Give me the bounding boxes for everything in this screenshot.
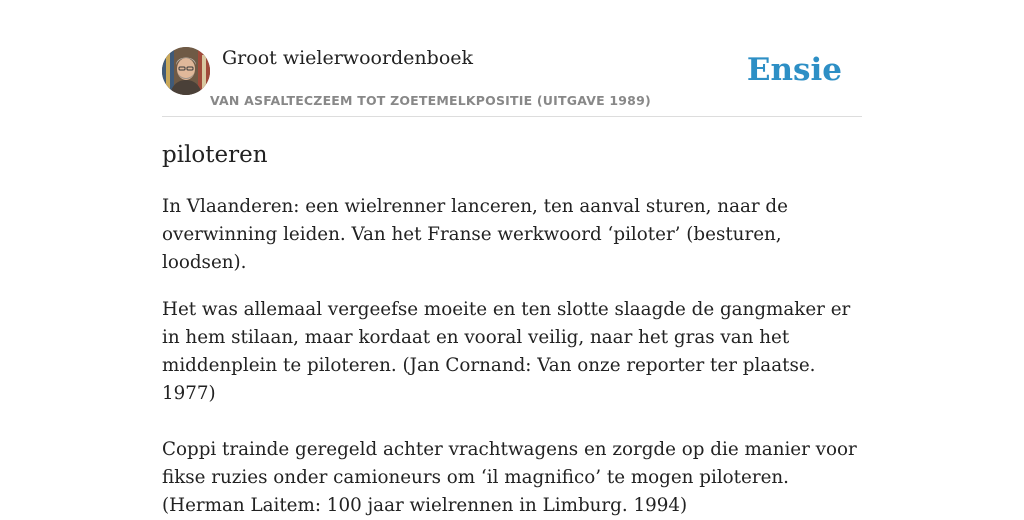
book-header — [162, 46, 862, 117]
entry-term: piloteren — [162, 142, 268, 168]
avatar-image — [162, 47, 210, 95]
brand-logo[interactable]: Ensie — [746, 52, 842, 88]
entry-definition: In Vlaanderen: een wielrenner lanceren, ten aanval sturen, naar de overwinning leiden. Van het Franse werkwoord ‘piloter’ (besturen, loodsen). — [162, 196, 788, 273]
entry-card — [162, 46, 862, 520]
example-quote: Het was allemaal vergeefse moeite en ten slotte slaagde de gangmaker er in hem stilaan, maar kordaat en vooral veilig, naar het gras van het middenplein te piloteren. (Jan Cornand: Van onze reporter ter plaatse. 1977) — [162, 299, 851, 404]
book-subtitle: VAN ASFALTECZEEM TOT ZOETEMELKPOSITIE (UITGAVE 1989) — [210, 93, 651, 108]
example-quote: Coppi trainde geregeld achter vrachtwagens en zorgde op die manier voor fikse ruzies onder camioneurs om ‘il magnifico’ te mogen piloteren. (Herman Laitem: 100 jaar wielrennen in Limburg. 1994) — [162, 439, 857, 516]
book-title[interactable]: Groot wielerwoordenboek — [222, 47, 474, 69]
example-list — [162, 296, 862, 520]
author-avatar[interactable] — [162, 47, 210, 95]
